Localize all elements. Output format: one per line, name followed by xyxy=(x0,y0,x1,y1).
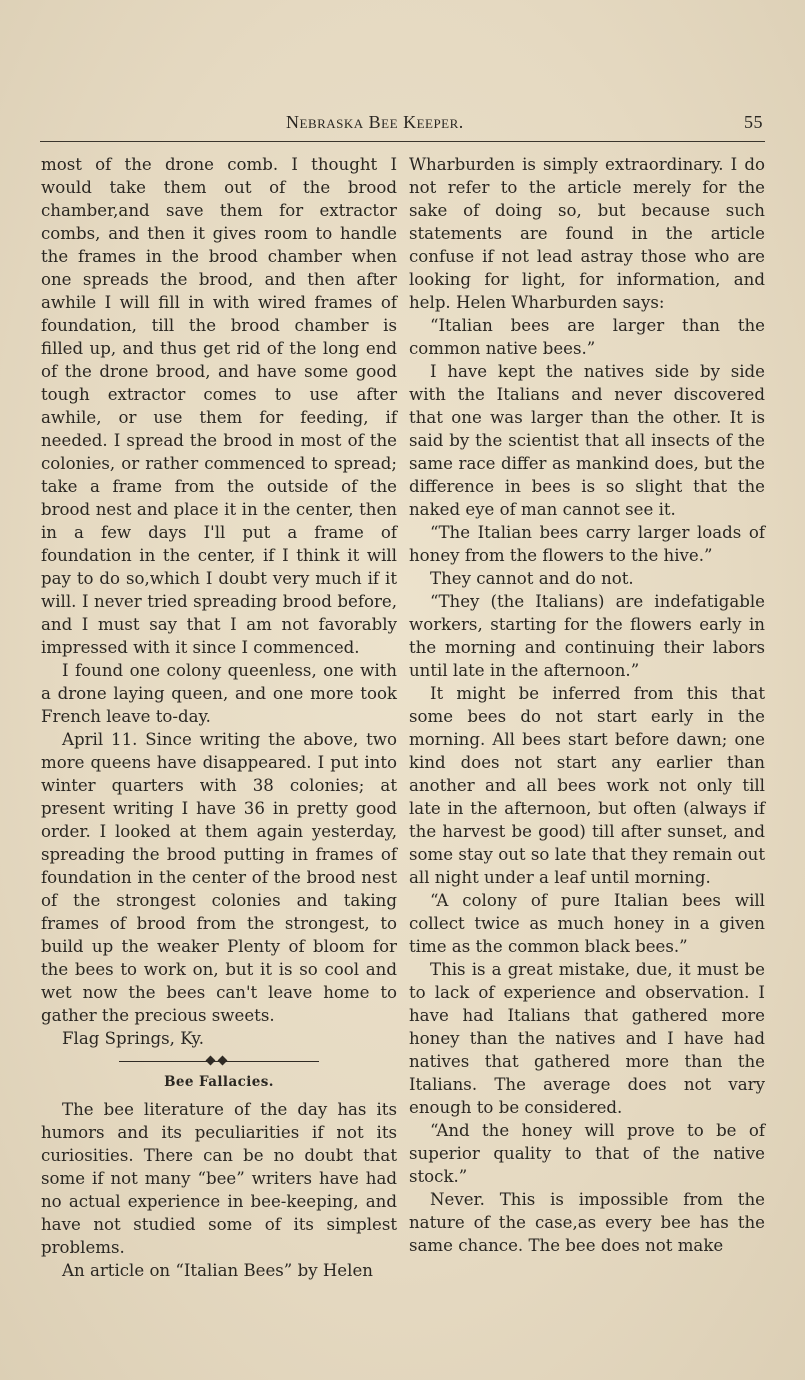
quotation: “And the honey will prove to be of superior quality to that of the native stock.” xyxy=(409,1121,765,1186)
section-divider xyxy=(41,1054,397,1070)
paragraph: most of the drone comb. I thought I would take them out of the brood chamber,and save them for extractor combs, and then it gives room to handle the frames in the brood chamber when one spreads the brood, and then after awhile I will fill in with wired frames of foundation, till the brood chamber is filled up, and thus get rid of the long end of the drone brood, and have some good tough extractor comes to use after awhile, or use them for feeding, if needed. I spread the brood in most of the colonies, or rather commenced to spread; take a frame from the outside of the brood nest and place it in the center, then in a few days I'll put a frame of foundation in the center, if I think it will pay to do so,which I doubt very much if it will. I never tried spreading brood before, and I must say that I am not favorably impressed with it since I commenced. xyxy=(41,155,397,657)
signature: Flag Springs, Ky. xyxy=(62,1029,204,1048)
paragraph: An article on “Italian Bees” by Helen xyxy=(62,1261,373,1280)
paragraph: April 11. Since writing the above, two more queens have disappeared. I put into winter quarters with 38 colonies; at present writing I have 36 in pretty good order. I looked at them again yesterday, spreading the brood putting in frames of foundation in the center of the brood nest of the strongest colonies and taking frames of brood from the strongest, to build up the weaker Plenty of bloom for the bees to work on, but it is so cool and wet now the bees can't leave home to gather the precious sweets. xyxy=(41,730,397,1025)
paragraph: This is a great mistake, due, it must be to lack of experience and observation. I have had Italians that gathered more honey than the natives and I have had natives that gathered more than the Italians. The average does not vary enough to be considered. xyxy=(409,960,765,1117)
paragraph: The bee literature of the day has its humors and its peculiarities if not its curiosities. There can be no doubt that some if not many “bee” writers have had no actual experience in bee-keeping, and have not studied some of its simplest problems. xyxy=(41,1100,397,1257)
paragraph: Never. This is impossible from the nature of the case,as every bee has the same chance. The bee does not make xyxy=(409,1190,765,1255)
quotation: “They (the Italians) are indefatigable workers, starting for the flowers early in the morning and continuing their labors until late in the afternoon.” xyxy=(409,592,765,680)
paragraph: Wharburden is simply extraordinary. I do not refer to the article merely for the sake of doing so, but because such statements are found in the article confuse if not lead astray those who are looking for light, for information, and help. Helen Wharburden says: xyxy=(409,155,765,312)
paragraph: I have kept the natives side by side with the Italians and never discovered that one was larger than the other. It is said by the scientist that all insects of the same race differ as mankind does, but the difference in bees is so slight that the naked eye of man cannot see it. xyxy=(409,362,765,519)
header-rule xyxy=(40,141,765,142)
running-header xyxy=(40,112,765,136)
quotation: “A colony of pure Italian bees will collect twice as much honey in a given time as the common black bees.” xyxy=(409,891,765,956)
journal-title: Nebraska Bee Keeper. xyxy=(286,112,464,132)
section-title: Bee Fallacies. xyxy=(164,1074,274,1090)
paragraph: I found one colony queenless, one with a drone laying queen, and one more took French leave to-day. xyxy=(41,661,397,726)
divider-diamond xyxy=(206,1056,216,1066)
paragraph: They cannot and do not. xyxy=(430,569,634,588)
page-number: 55 xyxy=(744,112,763,132)
right-column xyxy=(409,153,765,1257)
quotation: “Italian bees are larger than the common native bees.” xyxy=(409,316,765,358)
divider-diamond xyxy=(218,1056,228,1066)
left-column xyxy=(41,153,397,1282)
quotation: “The Italian bees carry larger loads of honey from the flowers to the hive.” xyxy=(409,523,765,565)
paragraph: It might be inferred from this that some bees do not start early in the morning. All bees start before dawn; one kind does not start any earlier than another and all bees work not only till late in the afternoon, but often (always if the harvest be good) till after sunset, and some stay out so late that they remain out all night under a leaf until morning. xyxy=(409,684,765,887)
